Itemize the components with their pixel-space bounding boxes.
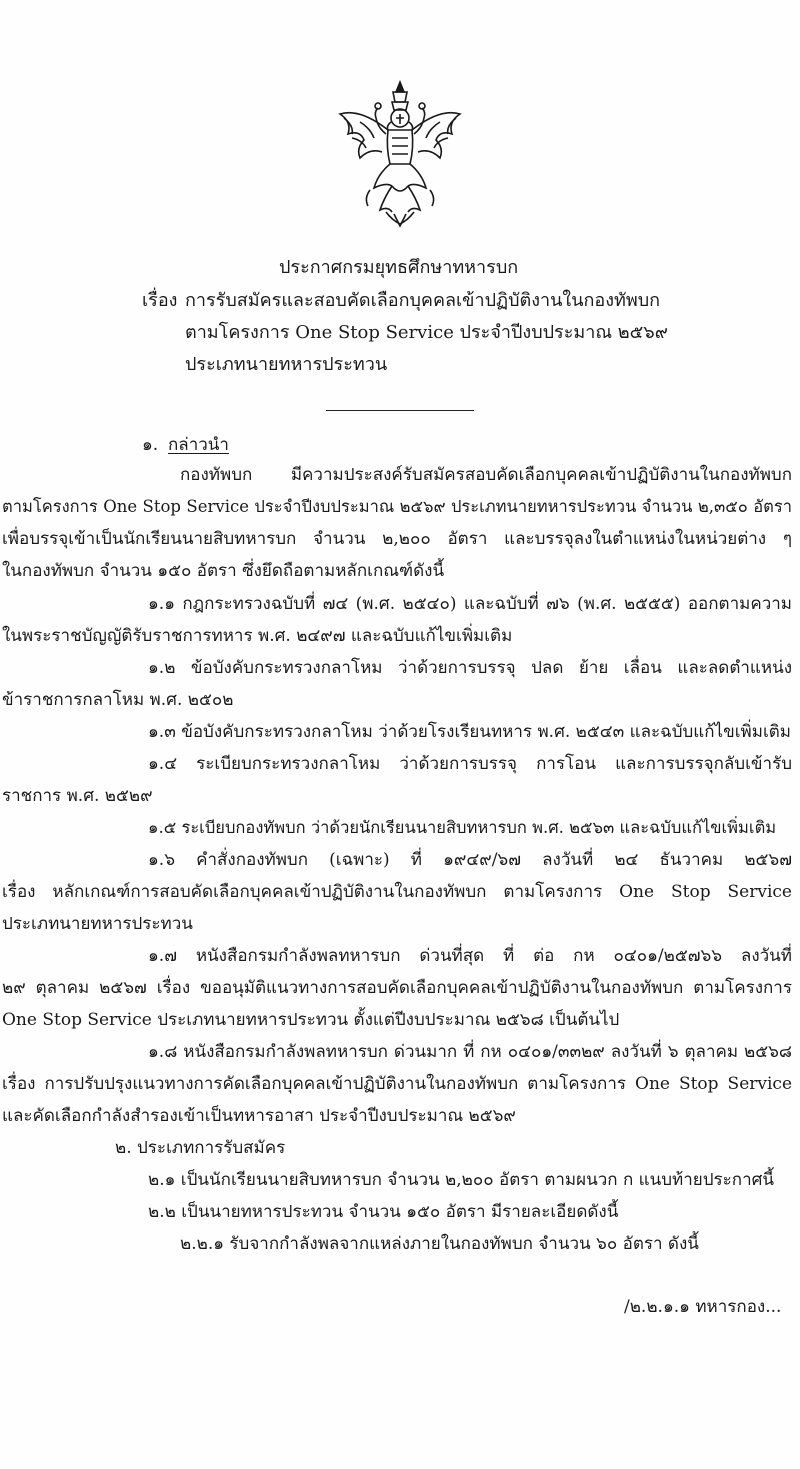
section-1-heading: กล่าวนำ <box>168 435 229 455</box>
intro-line-3: เพื่อบรรจุเข้าเป็นนักเรียนนายสิบทหารบก จำนวน ๒,๒๐๐ อัตรา และบรรจุลงในตำแหน่งในหน่วยต่าง ๆ <box>2 529 792 549</box>
intro-line-2: ตามโครงการ One Stop Service ประจำปีงบประมาณ ๒๕๖๙ ประเภทนายทหารประทวน จำนวน ๒,๓๕๐ อัตรา <box>2 497 792 516</box>
item-1-6-line-3: ประเภทนายทหารประทวน <box>2 914 193 934</box>
section-1-number: ๑. <box>142 435 159 455</box>
continuation-marker: /๒.๒.๑.๑ ทหารกอง... <box>624 1297 782 1317</box>
item-1-4-line-2: ราชการ พ.ศ. ๒๕๒๙ <box>2 786 153 806</box>
subject-line-2: ตามโครงการ One Stop Service ประจำปีงบประมาณ ๒๕๖๙ <box>185 322 668 343</box>
header-divider <box>326 410 474 411</box>
item-1-5-line-1: ๑.๕ ระเบียบกองทัพบก ว่าด้วยนักเรียนนายสิบทหารบก พ.ศ. ๒๕๖๓ และฉบับแก้ไขเพิ่มเติม <box>148 818 777 837</box>
item-1-8-line-3: และคัดเลือกกำลังสำรองเข้าเป็นทหารอาสา ประจำปีงบประมาณ ๒๕๖๙ <box>2 1106 516 1126</box>
item-2-1-line-1: ๒.๑ เป็นนักเรียนนายสิบทหารบก จำนวน ๒,๒๐๐ อัตรา ตามผนวก ก แนบท้ายประกาศนี้ <box>148 1170 775 1190</box>
item-1-1-line-2: ในพระราชบัญญัติรับราชการทหาร พ.ศ. ๒๔๙๗ และฉบับแก้ไขเพิ่มเติม <box>2 626 513 646</box>
item-2-2-line-1: ๒.๒ เป็นนายทหารประทวน จำนวน ๑๕๐ อัตรา มีรายละเอียดดังนี้ <box>148 1202 619 1222</box>
intro-line-1: กองทัพบก มีความประสงค์รับสมัครสอบคัดเลือกบุคคลเข้าปฏิบัติงานในกองทัพบก <box>180 465 792 485</box>
item-1-7-line-3: One Stop Service ประเภทนายทหารประทวน ตั้งแต่ปีงบประมาณ ๒๕๖๘ เป็นต้นไป <box>2 1010 620 1030</box>
section-2-heading: ๒. ประเภทการรับสมัคร <box>115 1138 286 1158</box>
subject-line-1: การรับสมัครและสอบคัดเลือกบุคคลเข้าปฏิบัติงานในกองทัพบก <box>185 290 661 311</box>
item-1-7-line-2: ๒๙ ตุลาคม ๒๕๖๗ เรื่อง ขออนุมัติแนวทางการสอบคัดเลือกบุคคลเข้าปฏิบัติงานในกองทัพบก ตามโครงการ <box>2 978 792 998</box>
item-1-1-line-1: ๑.๑ กฎกระทรวงฉบับที่ ๗๔ (พ.ศ. ๒๕๔๐) และฉบับที่ ๗๖ (พ.ศ. ๒๕๕๕) ออกตามความ <box>148 594 792 614</box>
item-1-4-line-1: ๑.๔ ระเบียบกระทรวงกลาโหม ว่าด้วยการบรรจุ การโอน และการบรรจุกลับเข้ารับ <box>148 754 792 774</box>
item-1-3-line-1: ๑.๓ ข้อบังคับกระทรวงกลาโหม ว่าด้วยโรงเรียนทหาร พ.ศ. ๒๕๔๓ และฉบับแก้ไขเพิ่มเติม <box>148 722 792 742</box>
item-1-2-line-2: ข้าราชการกลาโหม พ.ศ. ๒๕๐๒ <box>2 690 234 710</box>
item-1-6-line-1: ๑.๖ คำสั่งกองทัพบก (เฉพาะ) ที่ ๑๙๔๙/๖๗ ลงวันที่ ๒๔ ธันวาคม ๒๕๖๗ <box>148 850 792 870</box>
item-1-8-line-2: เรื่อง การปรับปรุงแนวทางการคัดเลือกบุคคลเข้าปฏิบัติงานในกองทัพบก ตามโครงการ One Stop Service <box>2 1074 792 1094</box>
item-1-2-line-1: ๑.๒ ข้อบังคับกระทรวงกลาโหม ว่าด้วยการบรรจุ ปลด ย้าย เลื่อน และลดตำแหน่ง <box>148 658 792 678</box>
garuda-emblem-icon <box>330 78 470 228</box>
item-1-6-line-2: เรื่อง หลักเกณฑ์การสอบคัดเลือกบุคคลเข้าปฏิบัติงานในกองทัพบก ตามโครงการ One Stop Service <box>2 882 792 902</box>
announcement-title: ประกาศกรมยุทธศึกษาทหารบก <box>279 257 519 278</box>
subject-line-3: ประเภทนายทหารประทวน <box>185 354 388 375</box>
item-2-2-1-line-1: ๒.๒.๑ รับจากกำลังพลจากแหล่งภายในกองทัพบก จำนวน ๖๐ อัตรา ดังนี้ <box>180 1234 699 1254</box>
item-1-8-line-1: ๑.๘ หนังสือกรมกำลังพลทหารบก ด่วนมาก ที่ กห ๐๔๐๑/๓๓๒๙ ลงวันที่ ๖ ตุลาคม ๒๕๖๘ <box>148 1042 792 1062</box>
intro-line-4: ในกองทัพบก จำนวน ๑๕๐ อัตรา ซึ่งยึดถือตามหลักเกณฑ์ดังนี้ <box>2 561 445 581</box>
item-1-7-line-1: ๑.๗ หนังสือกรมกำลังพลทหารบก ด่วนที่สุด ที่ ต่อ กห ๐๔๐๑/๒๕๗๖๖ ลงวันที่ <box>148 946 792 966</box>
subject-label: เรื่อง <box>142 290 178 311</box>
